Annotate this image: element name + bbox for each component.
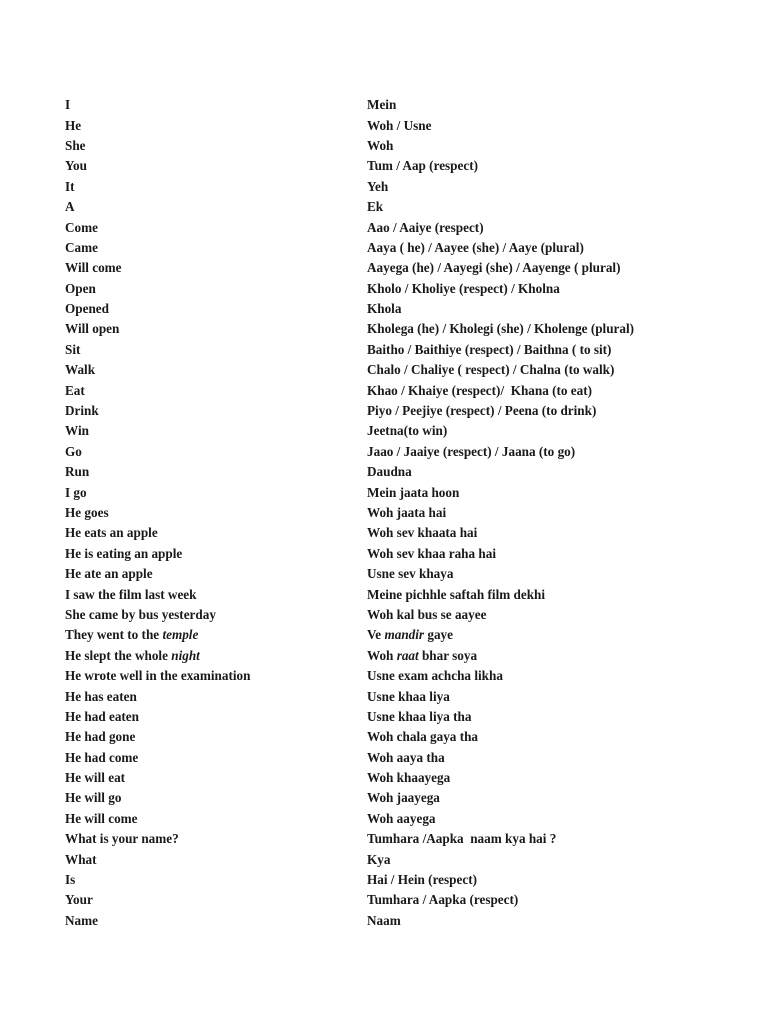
hindi-translation-emphasis: raat (396, 647, 419, 663)
table-row (65, 707, 705, 727)
hindi-translation: Woh chala gaya tha (367, 729, 479, 745)
hindi-translation: Tumhara /Aapka naam kya hai ? (367, 831, 557, 847)
english-term: Is (65, 872, 76, 888)
english-term: He is eating an apple (65, 545, 183, 561)
hindi-translation: Kholega (he) / Kholegi (she) / Kholenge (plural) (367, 321, 635, 337)
hindi-translation: Khola (367, 301, 402, 317)
table-row (65, 788, 705, 808)
english-term: What is your name? (65, 831, 179, 847)
hindi-translation (367, 648, 477, 664)
english-term: He (65, 117, 82, 133)
hindi-translation-text: gaye (424, 627, 453, 643)
english-term: Win (65, 423, 89, 439)
hindi-translation: Yeh (367, 178, 389, 194)
hindi-translation: Woh kal bus se aayee (367, 606, 487, 622)
table-row (65, 136, 705, 156)
english-term: Sit (65, 341, 81, 357)
hindi-translation (367, 627, 453, 643)
table-row (65, 380, 705, 400)
english-term: You (65, 158, 87, 174)
hindi-translation: Hai / Hein (respect) (367, 872, 477, 888)
table-row (65, 666, 705, 686)
hindi-translation: Woh jaata hai (367, 505, 447, 520)
english-term: Name (65, 912, 98, 928)
table-row (65, 319, 705, 339)
english-term: Will come (65, 260, 122, 276)
english-term: Eat (65, 382, 85, 398)
english-term-emphasis: temple (162, 627, 199, 643)
english-term: I saw the film last week (65, 586, 197, 602)
table-row (65, 177, 705, 197)
english-term: Your (65, 892, 93, 908)
hindi-translation: Naam (367, 912, 401, 928)
hindi-translation: Mein (367, 97, 397, 113)
hindi-translation: Baitho / Baithiye (respect) / Baithna ( to sit) (367, 341, 612, 357)
table-row (65, 462, 705, 482)
table-row (65, 442, 705, 462)
table-row (65, 870, 705, 890)
english-term: Walk (65, 362, 96, 378)
hindi-translation: Woh (367, 137, 394, 153)
table-row (65, 401, 705, 421)
table-row (65, 258, 705, 278)
english-term: Come (65, 219, 98, 235)
table-row (65, 115, 705, 135)
hindi-translation: Aao / Aaiye (respect) (367, 219, 484, 235)
english-term: Opened (65, 301, 109, 317)
english-term: Open (65, 280, 96, 296)
english-term: He had come (65, 749, 139, 765)
hindi-translation: Piyo / Peejiye (respect) / Peena (to drink) (367, 403, 597, 419)
english-term: She came by bus yesterday (65, 606, 216, 622)
english-term: I (65, 97, 71, 113)
table-row (65, 646, 705, 666)
table-row (65, 911, 705, 931)
hindi-translation: Kholo / Kholiye (respect) / Kholna (367, 280, 560, 296)
english-term: He will eat (65, 770, 126, 786)
table-row (65, 279, 705, 299)
hindi-translation: Usne exam achcha likha (367, 668, 503, 684)
hindi-translation: Jaao / Jaaiye (respect) / Jaana (to go) (367, 443, 576, 459)
table-row (65, 360, 705, 380)
english-term: He ate an apple (65, 566, 153, 582)
table-row (65, 197, 705, 217)
table-row (65, 584, 705, 604)
hindi-translation: Woh aaya tha (367, 749, 445, 765)
table-row (65, 503, 705, 523)
table-row (65, 217, 705, 237)
english-term: A (65, 199, 75, 215)
table-row (65, 849, 705, 869)
table-row (65, 605, 705, 625)
table-row (65, 544, 705, 564)
hindi-translation: Chalo / Chaliye ( respect) / Chalna (to walk) (367, 362, 615, 378)
english-term: Drink (65, 403, 99, 419)
hindi-translation: Usne sev khaya (367, 566, 454, 582)
table-row (65, 686, 705, 706)
english-term-text: They went to the (65, 627, 163, 643)
english-term: He had eaten (65, 708, 139, 724)
table-row (65, 340, 705, 360)
hindi-translation: Meine pichhle saftah film dekhi (367, 586, 546, 602)
hindi-translation: Woh khaayega (367, 770, 451, 786)
table-row (65, 748, 705, 768)
hindi-translation: Woh sev khaa raha hai (367, 545, 496, 561)
english-term: He eats an apple (65, 525, 158, 541)
english-term: He goes (65, 505, 109, 520)
table-row (65, 482, 705, 502)
english-term: It (65, 178, 75, 194)
hindi-translation: Ek (367, 199, 384, 215)
hindi-translation: Aaya ( he) / Aayee (she) / Aaye (plural) (367, 239, 584, 255)
table-row (65, 890, 705, 910)
english-term: Go (65, 443, 82, 459)
english-term: I go (65, 484, 87, 500)
hindi-translation: Woh jaayega (367, 790, 440, 806)
english-term-emphasis: night (171, 647, 200, 663)
hindi-translation: Jeetna(to win) (367, 423, 448, 439)
english-term-text: He slept the whole (65, 647, 172, 663)
english-term: Run (65, 464, 90, 480)
table-row (65, 809, 705, 829)
hindi-translation: Woh sev khaata hai (367, 525, 478, 541)
english-term: He will go (65, 790, 122, 806)
hindi-translation-emphasis: mandir (384, 627, 425, 643)
table-row (65, 625, 705, 645)
table-row (65, 727, 705, 747)
table-row (65, 523, 705, 543)
english-term: He had gone (65, 729, 136, 745)
hindi-translation: Daudna (367, 464, 412, 480)
hindi-translation: Tumhara / Aapka (respect) (367, 892, 519, 908)
hindi-translation: Kya (367, 851, 391, 867)
english-term: He will come (65, 810, 138, 826)
table-row (65, 768, 705, 788)
table-row (65, 564, 705, 584)
english-term (65, 648, 367, 664)
table-row (65, 421, 705, 441)
english-term: He has eaten (65, 688, 137, 704)
hindi-translation: Aayega (he) / Aayegi (she) / Aayenge ( plural) (367, 260, 621, 276)
hindi-translation: Usne khaa liya (367, 688, 450, 704)
english-term: He wrote well in the examination (65, 668, 251, 684)
table-row (65, 156, 705, 176)
english-term: She (65, 137, 86, 153)
table-row (65, 299, 705, 319)
hindi-translation: Tum / Aap (respect) (367, 158, 478, 174)
english-term: What (65, 851, 97, 867)
english-term: Will open (65, 321, 120, 337)
hindi-translation-text: Ve (367, 627, 385, 643)
translation-table (65, 95, 705, 931)
hindi-translation: Usne khaa liya tha (367, 708, 472, 724)
hindi-translation: Khao / Khaiye (respect)/ Khana (to eat) (367, 382, 593, 398)
hindi-translation: Mein jaata hoon (367, 484, 460, 500)
hindi-translation-text: Woh (367, 647, 397, 663)
english-term (65, 627, 367, 643)
hindi-translation-text: bhar soya (418, 647, 478, 663)
table-row (65, 95, 705, 115)
table-row (65, 238, 705, 258)
hindi-translation: Woh aayega (367, 810, 436, 826)
english-term: Came (65, 239, 98, 255)
table-row (65, 829, 705, 849)
hindi-translation: Woh / Usne (367, 117, 432, 133)
